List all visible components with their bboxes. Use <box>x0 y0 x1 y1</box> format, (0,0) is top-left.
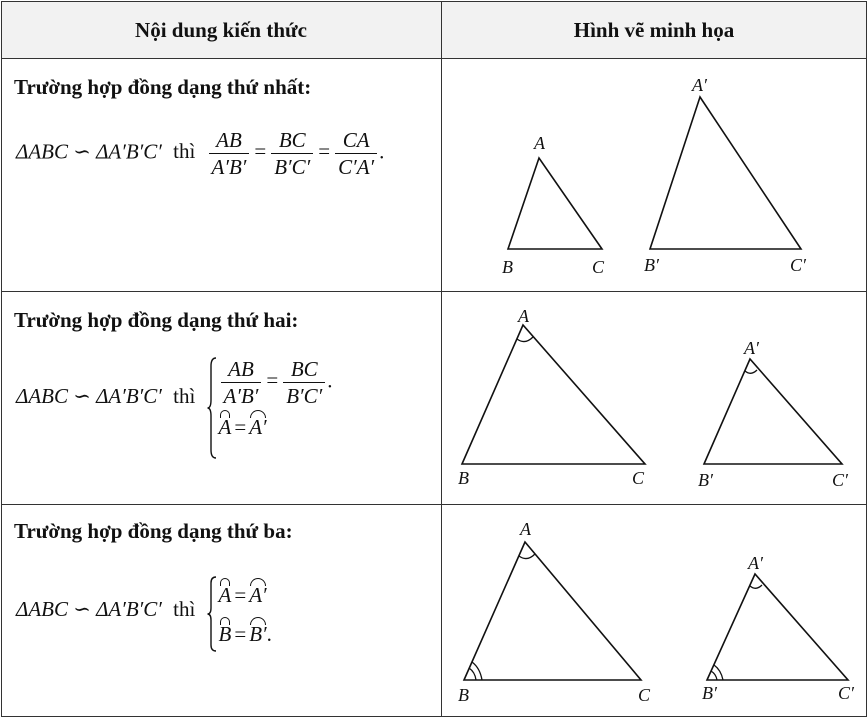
vertex-label-c: C <box>638 685 651 705</box>
vertex-label-c-prime: C′ <box>832 470 848 490</box>
ratio-numerator: BC <box>283 356 325 383</box>
triangle-a2b2c2 <box>704 359 842 464</box>
ratio-denominator: A′B′ <box>211 155 247 179</box>
then-word: thì <box>173 596 196 621</box>
angle-mark-b-prime-outer <box>714 665 723 680</box>
ratio-numerator: AB <box>221 356 262 383</box>
vertex-label-b-prime: B′ <box>702 683 717 703</box>
angle-mark-b-inner <box>469 668 476 680</box>
table-header <box>2 2 866 59</box>
triangle-abc <box>462 325 645 464</box>
angle-right: A′ <box>249 415 267 439</box>
figure-case-2 <box>442 292 866 504</box>
vertex-label-c: C <box>632 468 645 488</box>
vertex-label-b-prime: B′ <box>644 255 659 275</box>
triangle-a2b2c2 <box>650 97 801 249</box>
angle-mark-b-prime-inner <box>711 671 717 680</box>
angle-condition: A = A′ <box>218 415 267 439</box>
angle-right: B′ <box>249 622 267 646</box>
similarity-table <box>1 1 867 717</box>
header-content-column: Nội dung kiến thức <box>135 18 307 42</box>
similarity-statement: ΔABC ∽ ΔA′B′C′ <box>16 383 162 408</box>
vertex-label-a: A <box>518 306 529 326</box>
ratio-fraction <box>221 356 262 409</box>
condition-system <box>207 575 272 647</box>
header-figure-column: Hình vẽ minh họa <box>573 18 735 42</box>
ratio-numerator: AB <box>209 127 250 154</box>
ratio-denominator: A′B′ <box>223 384 259 408</box>
vertex-label-c-prime: C′ <box>790 255 806 275</box>
row-title: Trường hợp đồng dạng thứ ba: <box>14 519 293 543</box>
vertex-label-a: A <box>534 133 545 153</box>
ratio-denominator: B′C′ <box>274 155 311 179</box>
table-row-case-2 <box>2 292 440 504</box>
figure-case-3 <box>442 505 866 716</box>
left-brace-icon <box>207 575 217 653</box>
condition-system <box>207 356 333 440</box>
ratio-fraction <box>283 356 325 409</box>
similarity-formula: ΔABC ∽ ΔA′B′C′ thì $\frac{AB}{A'B'}$ = $\frac{BC}{B'C'}$ = $\frac{CA}{C'A'}$ . <box>16 128 385 179</box>
table-row-case-3 <box>2 505 440 716</box>
similarity-statement: ΔABC ∽ ΔA′B′C′ <box>16 596 162 621</box>
vertex-label-b: B <box>458 685 469 705</box>
vertex-label-a-prime: A′ <box>748 553 763 573</box>
angle-condition: B = B′. <box>218 622 272 646</box>
similarity-statement: ΔABC ∽ ΔA′B′C′ <box>16 139 162 164</box>
ratio-denominator: C′A′ <box>338 155 375 179</box>
ratio-condition: $\frac{AB}{A'B'}$ = $\frac{BC}{B'C'}$ . <box>219 356 333 409</box>
angle-left: A <box>218 583 232 607</box>
triangle-abc <box>464 542 641 680</box>
similarity-formula <box>16 356 333 440</box>
ratio-fraction <box>271 127 313 180</box>
vertex-label-a-prime: A′ <box>692 75 707 95</box>
angle-condition: A = A′ <box>218 583 267 607</box>
angle-left: A <box>218 415 232 439</box>
ratio-numerator: CA <box>335 127 377 154</box>
angle-mark-b-outer <box>472 662 482 680</box>
then-word: thì <box>173 139 196 164</box>
vertex-label-a: A <box>520 519 531 539</box>
triangles-sas-figure <box>442 292 866 504</box>
vertex-label-a-prime: A′ <box>744 338 759 358</box>
angle-right: A′ <box>249 583 267 607</box>
triangle-abc <box>508 158 602 249</box>
angle-left: B <box>218 622 232 646</box>
triangles-sss-figure <box>442 59 866 291</box>
ratio-numerator: BC <box>271 127 313 154</box>
ratio-denominator: B′C′ <box>286 384 323 408</box>
similarity-formula <box>16 575 272 647</box>
left-brace-icon <box>207 356 217 460</box>
triangle-a2b2c2 <box>707 574 848 680</box>
vertex-label-c: C <box>592 257 605 277</box>
angle-mark-a <box>519 554 535 559</box>
vertex-label-b-prime: B′ <box>698 470 713 490</box>
figure-case-1 <box>442 59 866 291</box>
angle-mark-a <box>517 337 533 342</box>
vertex-label-b: B <box>458 468 469 488</box>
vertex-label-b: B <box>502 257 513 277</box>
vertex-label-c-prime: C′ <box>838 683 854 703</box>
triangles-aa-figure <box>442 505 866 716</box>
then-word: thì <box>173 383 196 408</box>
table-row-case-1 <box>2 59 440 291</box>
angle-mark-a-prime <box>750 585 762 588</box>
row-title: Trường hợp đồng dạng thứ nhất: <box>14 75 312 99</box>
ratio-fraction <box>209 127 250 180</box>
angle-mark-a-prime <box>745 370 757 373</box>
ratio-fraction <box>335 127 377 180</box>
row-title: Trường hợp đồng dạng thứ hai: <box>14 308 299 332</box>
